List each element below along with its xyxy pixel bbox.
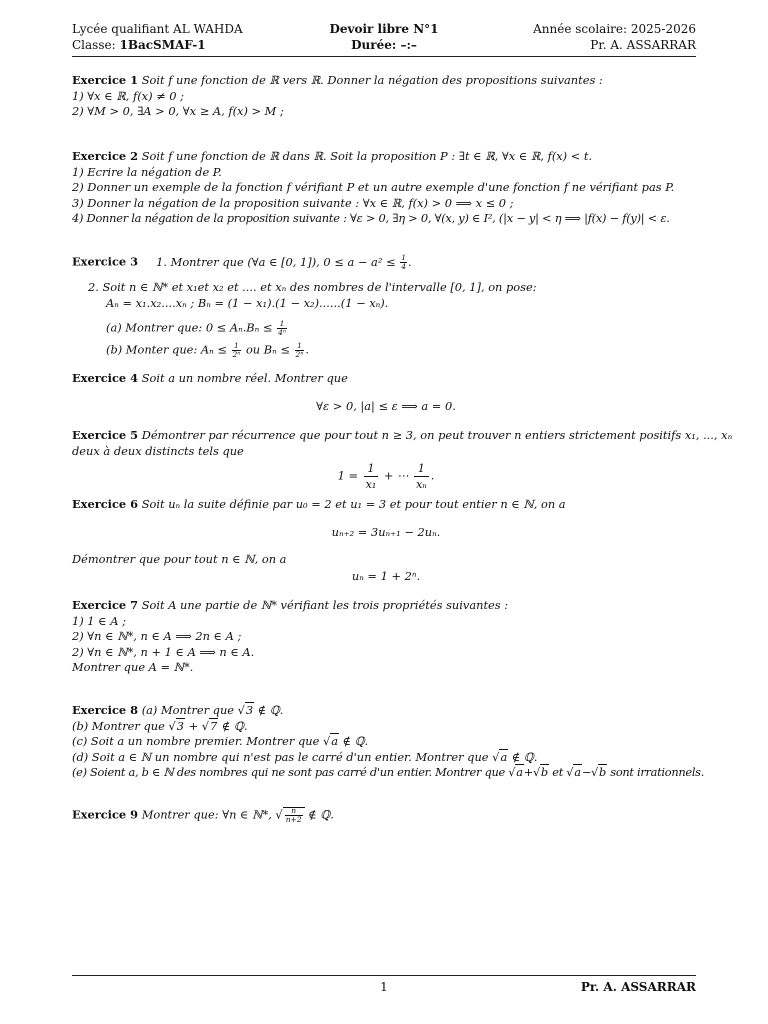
exercise-5-label: Exercice 5 [72,428,139,442]
fraction-numerator: 1 [401,253,406,262]
exercise-7-label: Exercice 7 [72,598,139,612]
exercise-3-q2-line-1: 2. Soit n ∈ ℕ* et x₁et x₂ et .... et xₙ des nombres de l'intervalle [0, 1], on pose: [88,280,537,294]
radicand: b [540,765,548,780]
fraction-denominator: x₁ [365,478,377,492]
radicand: 3 [245,703,254,717]
exercise-7-item-2: 2) ∀n ∈ ℕ*, n ∈ A ⟹ 2n ∈ A ; [72,629,242,644]
exercise-8-c [72,734,700,750]
exercise-8-a-end: ∉ ℚ. [257,703,284,717]
document-title: Devoir libre N°1 [329,22,439,36]
fraction-numerator: 1 [232,342,242,351]
exercise-8-c-end: ∉ ℚ. [342,734,369,749]
class-label: Classe: [72,38,116,52]
fraction-qb-1 [232,342,242,359]
fraction-denominator: 4ⁿ [278,328,286,337]
exercise-8-e-minus: −√ [581,765,598,780]
exercise-8-b [72,719,700,735]
formula-mid: + ⋯ [383,468,409,483]
page-number: 1 [380,980,388,994]
exercise-8-d-text: (d) Soit a ∈ ℕ un nombre qui n'est pas le carré d'un entier. Montrer que √ [72,749,500,764]
exercise-9-end: ∉ ℚ. [308,807,334,822]
exercise-8-a-text: (a) Montrer que √ [141,703,245,717]
exercise-1 [72,73,700,120]
exercise-8-e-text: (e) Soient a, b ∈ ℕ des nombres qui ne sont pas carré d'un entier. Montrer que √ [72,765,516,780]
fraction-qa [277,320,287,337]
fraction-1-over-x1 [364,461,379,492]
exercise-8-e-and: et √ [552,765,574,780]
exercise-3-q1 [156,255,411,269]
fraction-n-over-n-plus-2 [285,807,303,824]
exercise-3-q2 [72,280,700,311]
exercise-8-b-end: ∉ ℚ. [221,718,248,733]
exercise-8 [72,703,705,781]
exercise-8-b-text: (b) Montrer que √ [72,718,176,733]
exercise-7-item-1: 1) 1 ∈ A ; [72,613,126,628]
exercise-5-intro: Démontrer par récurrence que pour tout n ≥ 3, on peut trouver n entiers strictement positifs x₁, ..., xₙ [141,428,733,442]
exercise-9-pre: Montrer que: ∀n ∈ ℕ*, √ [141,807,283,822]
radicand: b [598,765,606,780]
header-rule [72,56,696,57]
exercise-2-item-1: 1) Ecrire la négation de P. [72,164,222,179]
exercise-8-c-text: (c) Soit a un nombre premier. Montrer que √ [72,734,331,749]
exercise-3-qa-text: (a) Montrer que: 0 ≤ Aₙ.Bₙ ≤ [106,320,273,335]
exercise-1-intro: Soit f une fonction de ℝ vers ℝ. Donner la négation des propositions suivantes : [141,73,603,87]
exercise-7-intro: Soit A une partie de ℕ* vérifiant les trois propriétés suivantes : [141,598,509,612]
exercise-3-qb-end: . [305,342,309,357]
author-header: Pr. A. ASSARRAR [590,38,696,52]
exercise-6-recurrence: uₙ₊₂ = 3uₙ₊₁ − 2uₙ. [331,524,441,539]
exercise-9-text [142,807,334,822]
exercise-2-label: Exercice 2 [72,149,139,163]
fraction-denominator: xₙ [416,478,427,492]
fraction-numerator: 1 [364,461,379,477]
exercise-6-result: uₙ = 1 + 2ⁿ. [351,568,421,583]
exercise-3-qb-text: (b) Monter que: Aₙ ≤ [106,342,227,357]
exercise-2-item-2: 2) Donner un exemple de la fonction f vérifiant P et un autre exemple d'une fonction f ne vérifiant pas P. [72,180,675,195]
exercise-2-intro: Soit f une fonction de ℝ dans ℝ. Soit la proposition P : ∃t ∈ ℝ, ∀x ∈ ℝ, f(x) < t. [141,149,593,163]
exercise-8-e-plus: +√ [523,765,540,780]
exercise-3-q1-end: . [407,254,412,269]
fraction-numerator: 1 [295,342,305,351]
fraction-denominator: 2ⁿ [232,350,241,359]
exercise-3-qb-mid: ou Bₙ ≤ [245,342,290,357]
exercise-4-formula: ∀ε > 0, |a| ≤ ε ⟹ a = 0. [316,398,456,413]
exercise-7-conclusion: Montrer que A = ℕ*. [72,660,194,675]
radicand: a [574,765,581,780]
exercise-2-item-4: 4) Donner la négation de la proposition suivante : ∀ε > 0, ∃η > 0, ∀(x, y) ∈ I², (|x − y| < η ⟹ |f(x) − f(y)| < ε. [72,211,670,226]
exercise-1-item-1: 1) ∀x ∈ ℝ, f(x) ≠ 0 ; [72,88,185,103]
exercise-3-q2-line-2: Aₙ = x₁.x₂....xₙ ; Bₙ = (1 − x₁).(1 − x₂)......(1 − xₙ). [106,295,389,310]
exercise-6 [72,497,700,584]
exercise-8-label: Exercice 8 [72,703,139,717]
exercise-1-label: Exercice 1 [72,73,139,87]
exercise-4-label: Exercice 4 [72,371,139,385]
fraction-numerator: n [285,807,303,816]
fraction-1-over-xn [414,461,429,492]
school-year: Année scolaire: 2025-2026 [533,22,696,36]
exercise-4 [72,371,700,414]
radicand: a [516,765,523,780]
exercise-8-a [142,702,284,717]
exercise-7-item-3: 2) ∀n ∈ ℕ*, n + 1 ∈ A ⟹ n ∈ A. [72,644,255,659]
fraction-denominator: 4 [401,262,406,271]
sqrt-fraction [283,807,305,822]
exercise-9 [72,807,700,824]
fraction-qb-2 [295,342,305,359]
duration: Durée: –:– [351,38,417,52]
exercise-5 [72,428,733,492]
fraction-denominator: 2ⁿ [295,350,304,359]
formula-end: . [430,468,435,483]
exercise-5-formula [72,461,700,492]
exercise-8-e [72,765,705,781]
fraction-numerator: 1 [277,320,287,329]
exercise-1-item-2: 2) ∀M > 0, ∃A > 0, ∀x ≥ A, f(x) > M ; [72,104,284,119]
exercise-5-intro-2: deux à deux distincts tels que [72,443,244,458]
radicand: a [500,749,508,764]
exercise-6-show: Démontrer que pour tout n ∈ ℕ, on a [72,552,287,567]
fraction-denominator: n+2 [285,815,302,824]
footer-author: Pr. A. ASSARRAR [580,980,696,994]
exercise-7 [72,598,700,676]
exercise-8-b-mid: + √ [188,718,210,733]
radicand: 7 [210,718,218,733]
radicand: 3 [176,718,184,733]
radicand: a [331,734,339,749]
exercise-3 [72,254,700,271]
formula-left: 1 = [337,468,359,483]
exercise-2-item-3: 3) Donner la négation de la proposition suivante : ∀x ∈ ℝ, f(x) > 0 ⟹ x ≤ 0 ; [72,195,514,210]
school-name: Lycée qualifiant AL WAHDA [72,22,243,36]
exercise-3-qa [72,320,700,337]
fraction-one-quarter [400,254,407,271]
fraction-numerator: 1 [414,461,429,477]
exercise-3-label: Exercice 3 [72,254,139,269]
exercise-6-label: Exercice 6 [72,497,139,511]
exercise-8-d-end: ∉ ℚ. [511,749,538,764]
exercise-8-e-end: sont irrationnels. [610,765,705,780]
exercise-3-q1-text: 1. Montrer que (∀a ∈ [0, 1]), 0 ≤ a − a² ≤ [156,254,396,269]
exercise-4-intro: Soit a un nombre réel. Montrer que [141,371,348,385]
exercise-2 [72,149,700,227]
class-value: 1BacSMAF-1 [119,38,206,52]
exercise-6-intro: Soit uₙ la suite définie par u₀ = 2 et u₁ = 3 et pour tout entier n ∈ ℕ, on a [141,497,566,511]
exercise-3-qb [72,342,700,359]
footer-rule [72,975,696,976]
exercise-8-d [72,750,700,766]
exercise-9-label: Exercice 9 [72,807,139,822]
